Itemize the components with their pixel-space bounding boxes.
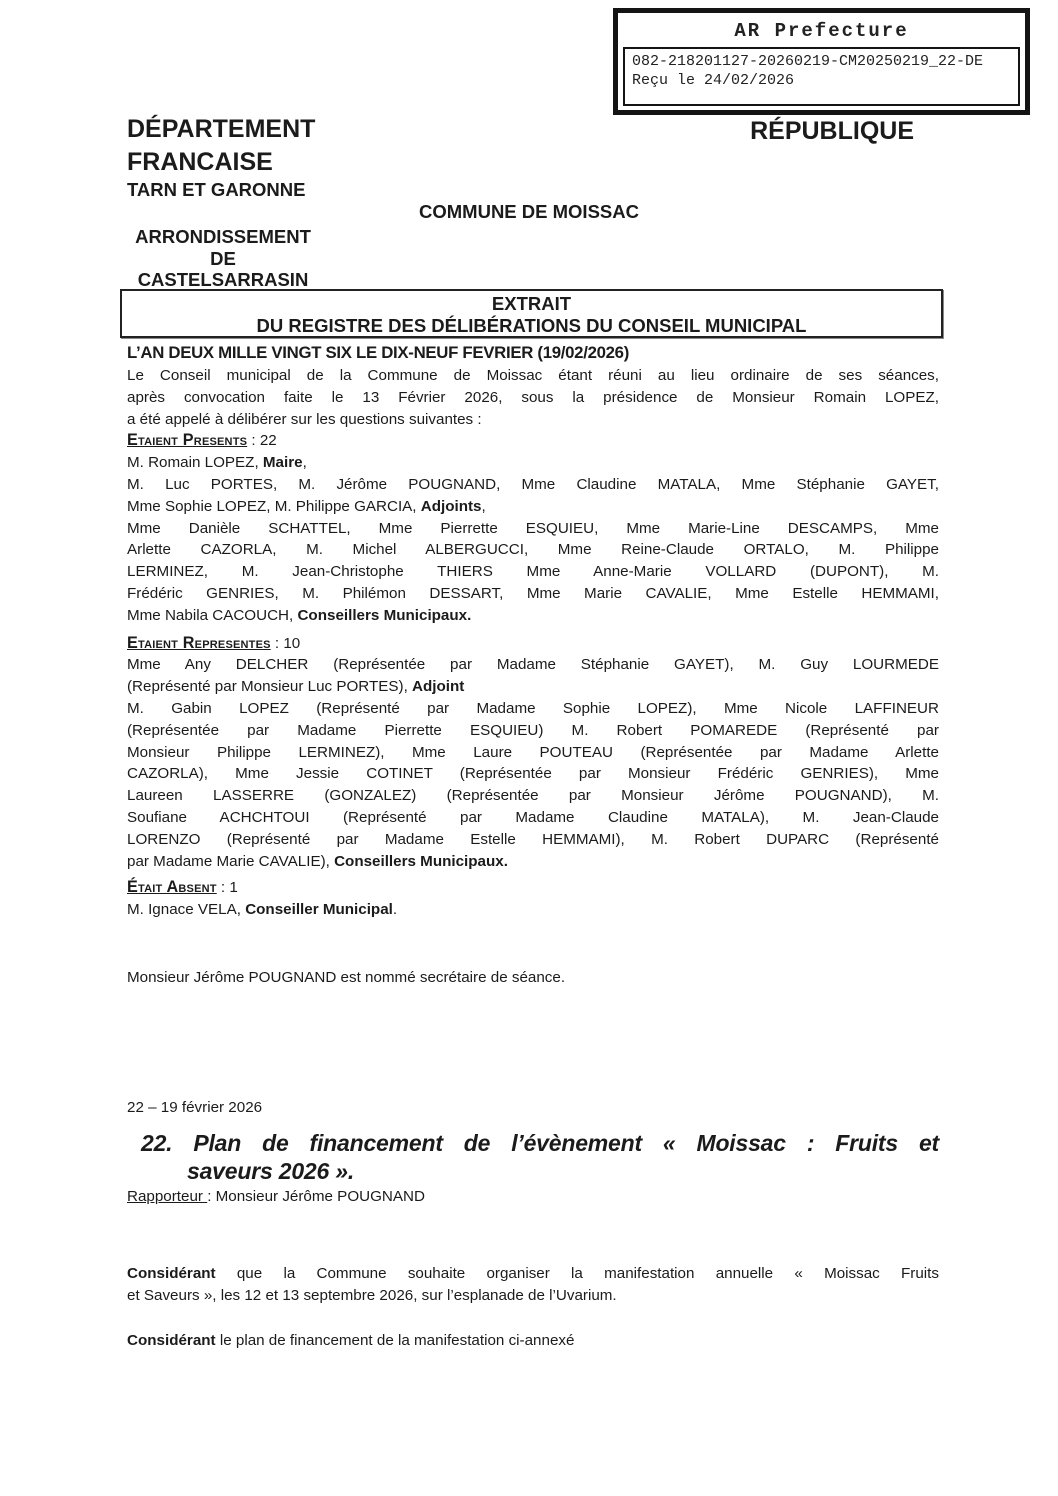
text-segment: Le Conseil municipal de la Commune de Moissac étant réuni au lieu ordinaire de ses séances,: [127, 367, 939, 384]
extrait-title-line: EXTRAIT: [491, 293, 572, 314]
representes-list: [127, 654, 939, 872]
agenda-item-title-line: saveurs 2026 ».: [187, 1157, 355, 1184]
text-segment: ,: [481, 497, 486, 515]
text-segment: M. Ignace VELA,: [127, 901, 246, 919]
arrondissement-line: ARRONDISSEMENT: [135, 226, 311, 247]
text-line: [127, 605, 939, 627]
extrait-title-box: [120, 289, 943, 338]
agenda-item-title-line: 22. Plan de financement de l’évènement « Moissac : Fruits et: [141, 1129, 939, 1156]
text-line: [127, 720, 939, 742]
session-intro-paragraph: [127, 365, 939, 430]
absent-heading-label: Était Absent: [127, 878, 217, 897]
ar-prefecture-title: AR Prefecture: [734, 20, 909, 42]
text-segment: M. Luc PORTES, M. Jérôme POUGNAND, Mme Claudine MATALA, Mme Stéphanie GAYET,: [127, 475, 939, 493]
text-line: [127, 1330, 939, 1352]
text-line: [127, 583, 939, 605]
text-line: [127, 807, 939, 829]
text-line: [127, 899, 939, 921]
text-segment: a été appelé à délibérer sur les questions suivantes :: [127, 410, 482, 428]
departement-label-2: FRANCAISE: [127, 148, 273, 176]
text-segment: Monsieur Philippe LERMINEZ), Mme Laure POUTEAU (Représentée par Madame Arlette: [127, 743, 939, 761]
text-segment: par Madame Marie CAVALIE),: [127, 852, 335, 870]
text-line: [127, 539, 939, 561]
ar-prefecture-details: [623, 47, 1020, 106]
representes-heading: [127, 633, 939, 655]
rapporteur-name: : Monsieur Jérôme POUGNAND: [207, 1187, 425, 1205]
arrondissement-line: CASTELSARRASIN: [137, 269, 309, 290]
text-segment: CAZORLA), Mme Jessie COTINET (Représentée par Monsieur Frédéric GENRIES), Mme: [127, 765, 939, 783]
text-segment: Mme Any DELCHER (Représentée par Madame Stéphanie GAYET), M. Guy LOURMEDE: [127, 656, 939, 674]
text-segment: M. Gabin LOPEZ (Représenté par Madame Sophie LOPEZ), Mme Nicole LAFFINEUR: [127, 699, 939, 717]
text-segment: Mme Nabila CACOUCH,: [127, 606, 298, 624]
text-line: [127, 1285, 939, 1307]
text-segment: Considérant: [127, 1331, 216, 1349]
representes-heading-label: Etaient Representes: [127, 633, 271, 652]
text-segment: Adjoints: [420, 497, 482, 515]
text-segment: Arlette CAZORLA, M. Michel ALBERGUCCI, Mme Reine-Claude ORTALO, M. Philippe: [127, 541, 939, 559]
secretary-line: Monsieur Jérôme POUGNAND est nommé secrétaire de séance.: [127, 968, 566, 986]
extrait-title-line: DU REGISTRE DES DÉLIBÉRATIONS DU CONSEIL MUNICIPAL: [256, 315, 807, 336]
text-line: [127, 851, 939, 873]
session-date-heading: L’AN DEUX MILLE VINGT SIX LE DIX-NEUF FEVRIER (19/02/2026): [127, 343, 629, 362]
text-line: [127, 561, 939, 583]
agenda-item-title: [141, 1129, 939, 1185]
presents-heading-label: Etaient Presents: [127, 431, 248, 450]
representes-count: : 10: [270, 634, 301, 652]
arrondissement-block: [127, 226, 319, 291]
presents-count: : 22: [247, 432, 277, 450]
text-segment: Adjoint: [412, 678, 465, 696]
text-segment: Considérant: [127, 1265, 216, 1283]
text-line: [127, 829, 939, 851]
absent-list: [127, 899, 939, 921]
republique-label: RÉPUBLIQUE: [750, 117, 914, 145]
arrondissement-line: DE: [210, 247, 236, 269]
considerant-paragraph-2: [127, 1330, 939, 1352]
text-segment: et Saveurs », les 12 et 13 septembre 2026, sur l’esplanade de l’Uvarium.: [127, 1287, 617, 1305]
presents-heading: [127, 430, 939, 452]
text-segment: après convocation faite le 13 Février 2026, sous la présidence de Monsieur Romain LOPEZ,: [127, 388, 939, 406]
text-segment: Mme Sophie LOPEZ, M. Philippe GARCIA,: [127, 497, 421, 515]
text-segment: Soufiane ACHCHTOUI (Représenté par Madame Claudine MATALA), M. Jean-Claude: [127, 808, 939, 826]
rapporteur-line: [127, 1186, 939, 1208]
text-segment: le plan de financement de la manifestation ci-annexé: [215, 1331, 575, 1349]
ar-reference-number: 082-218201127-20260219-CM20250219_22-DE: [632, 53, 984, 70]
absent-heading: [127, 877, 939, 899]
text-segment: Mme Danièle SCHATTEL, Mme Pierrette ESQUIEU, Mme Marie-Line DESCAMPS, Mme: [127, 519, 939, 537]
text-line: [127, 452, 939, 474]
text-line: [127, 409, 939, 431]
ar-received-date: Reçu le 24/02/2026: [632, 72, 795, 89]
text-segment: (Représentée par Madame Pierrette ESQUIEU) M. Robert POMAREDE (Représenté par: [127, 721, 939, 739]
text-segment: que la Commune souhaite organiser la manifestation annuelle « Moissac Fruits: [215, 1265, 939, 1283]
text-line: [127, 1263, 939, 1285]
text-line: [127, 698, 939, 720]
text-line: [127, 387, 939, 409]
rapporteur-label: Rapporteur: [127, 1187, 208, 1205]
text-segment: M. Romain LOPEZ,: [127, 454, 263, 472]
commune-title: COMMUNE DE MOISSAC: [419, 201, 639, 222]
document-body: [127, 341, 939, 1352]
departement-label: DÉPARTEMENT: [127, 115, 316, 143]
text-line: [127, 474, 939, 496]
text-line: [127, 742, 939, 764]
text-segment: ,: [302, 454, 307, 472]
absent-count: : 1: [216, 879, 238, 897]
text-segment: LORENZO (Représenté par Madame Estelle HEMMAMI), M. Robert DUPARC (Représenté: [127, 830, 939, 848]
text-segment: Laureen LASSERRE (GONZALEZ) (Représentée par Monsieur Jérôme POUGNAND), M.: [127, 787, 939, 805]
text-line: [127, 365, 939, 387]
presents-list: [127, 452, 939, 626]
text-segment: Conseiller Municipal: [245, 901, 393, 919]
text-line: [127, 676, 939, 698]
text-line: [127, 763, 939, 785]
text-line: [127, 654, 939, 676]
text-segment: Conseillers Municipaux.: [297, 606, 472, 624]
ar-prefecture-stamp: [613, 8, 1030, 115]
text-segment: .: [392, 901, 398, 919]
considerant-paragraph-1: [127, 1263, 939, 1307]
agenda-item-reference: 22 – 19 février 2026: [127, 1098, 263, 1116]
text-segment: Frédéric GENRIES, M. Philémon DESSART, Mme Marie CAVALIE, Mme Estelle HEMMAMI,: [127, 584, 939, 602]
text-segment: Maire: [262, 454, 303, 472]
text-line: [127, 518, 939, 540]
departement-name: TARN ET GARONNE: [127, 179, 306, 200]
text-segment: LERMINEZ, M. Jean-Christophe THIERS Mme Anne-Marie VOLLARD (DUPONT), M.: [127, 563, 939, 581]
text-line: [127, 496, 939, 518]
text-segment: Conseillers Municipaux.: [334, 852, 508, 870]
text-line: [127, 785, 939, 807]
text-segment: (Représenté par Monsieur Luc PORTES),: [127, 678, 413, 696]
